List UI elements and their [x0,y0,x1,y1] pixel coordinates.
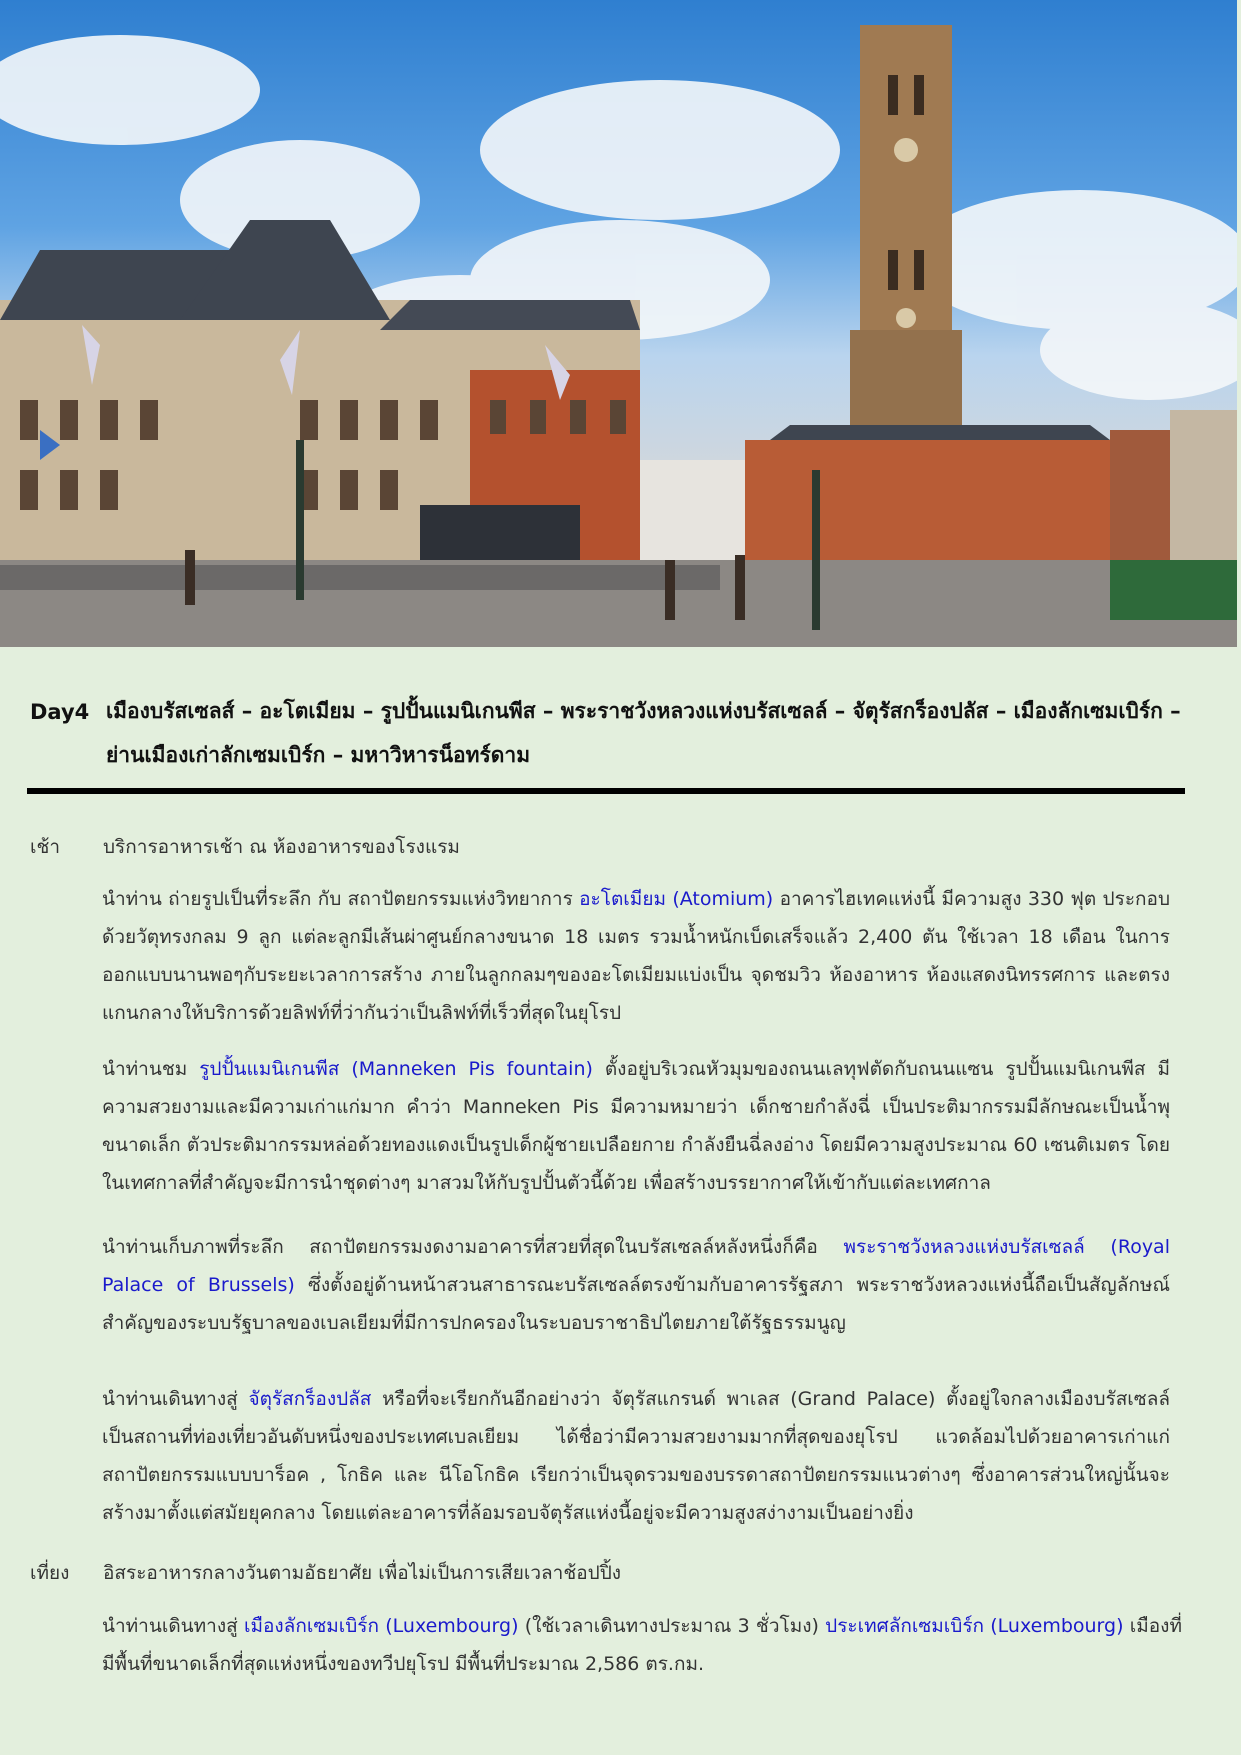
breakfast-text: บริการอาหารเช้า ณ ห้องอาหารของโรงแรม [103,836,460,858]
palace-post: ซึ่งตั้งอยู่ด้านหน้าสวนสาธารณะบรัสเซลล์ตรงข้ามกับอาคารรัฐสภา พระราชวังหลวงแห่งนี้ถือเป็นสัญลักษณ์สำคัญของระบบรัฐบาลของเบลเยียมที่มีการปกครองในระบอบราชาธิปไตยภายใต้รัฐธรรมนูญ [102,1274,1170,1334]
market-square-illustration [0,0,1237,647]
hero-photo [0,0,1237,647]
palace-pre: นำท่านเก็บภาพที่ระลึก สถาปัตยกรรมงดงามอาคารที่สวยที่สุดในบรัสเซลล์หลังหนึ่งก็คือ [102,1236,844,1258]
manneken-highlight: รูปปั้นแมนิเกนพีส (Manneken Pis fountain) [199,1058,593,1080]
luxembourg-pre: นำท่านเดินทางสู่ [102,1615,244,1637]
manneken-pre: นำท่านชม [102,1058,200,1080]
palace-highlight: พระราชวังหลวงแห่งบรัสเซลล์ (Royal Palace of Brussels) [102,1236,1170,1296]
palace-paragraph [102,1228,1170,1342]
atomium-post: อาคารไฮเทคแห่งนี้ มีความสูง 330 ฟุต ประกอบด้วยวัตุทรงกลม 9 ลูก แต่ละลูกมีเส้นผ่าศูนย์กลางขนาด 18 เมตร รวมน้ำหนักเบ็ดเสร็จแล้ว 2,400 ตัน ใช้เวลา 18 เดือน ในการออกแบบนานพอๆกับระยะเวลาการสร้าง ภายในลูกกลมๆของอะโตเมียมแบ่งเป็น จุดชมวิว ห้องอาหาร ห้องแสดงนิทรรศการ และตรงแกนกลางให้บริการด้วยลิฟท์ที่ว่ากันว่าเป็นลิฟท์ที่เร็วที่สุดในยุโรป [102,888,1171,1024]
header-divider [27,788,1185,794]
luxembourg-city-highlight: เมืองลักเซมเบิร์ก (Luxembourg) [243,1615,519,1637]
atomium-pre: นำท่าน ถ่ายรูปเป็นที่ระลึก กับ สถาปัตยกรรมแห่งวิทยาการ [102,888,580,910]
breakfast-label: เช้า [30,836,61,858]
grandplace-highlight: จัตุรัสกร็องปลัส [248,1388,372,1410]
manneken-post: ตั้งอยู่บริเวณหัวมุมของถนนเลทุฟตัดกับถนนแซน รูปปั้นแมนิเกนพีส มีความสวยงามและมีความเก่าแก่มาก คำว่า Manneken Pis มีความหมายว่า เด็กชายกำลังฉี่ เป็นประติมากรรมมีลักษณะเป็นน้ำพุขนาดเล็ก ตัวประติมากรรมหล่อด้วยทองแดงเป็นรูปเด็กผู้ชายเปลือยกาย กำลังยืนฉี่ลงอ่าง โดยมีความสูงประมาณ 60 เซนติเมตร โดยในเทศกาลที่สำคัญจะมีการนำชุดต่างๆ มาสวมให้กับรูปปั้นตัวนี้ด้วย เพื่อสร้างบรรยากาศให้เข้ากับแต่ละเทศกาล [102,1058,1170,1194]
manneken-paragraph [102,1050,1170,1202]
luxembourg-mid: (ใช้เวลาเดินทางประมาณ 3 ชั่วโมง) [518,1615,826,1637]
day-label: Day4 [30,700,90,724]
grandplace-pre: นำท่านเดินทางสู่ [102,1388,249,1410]
atomium-paragraph [102,880,1170,1032]
grandplace-paragraph [102,1380,1170,1532]
lunch-text: อิสระอาหารกลางวันตามอัธยาศัย เพื่อไม่เป็นการเสียเวลาช้อปปิ้ง [103,1562,622,1584]
day-title: เมืองบรัสเซลส์ – อะโตเมียม – รูปปั้นแมนิเกนพีส – พระราชวังหลวงแห่งบรัสเซลล์ – จัตุรัสกร็องปลัส – เมืองลักเซมเบิร์ก – ย่านเมืองเก่าลักเซมเบิร์ก – มหาวิหารน็อทร์ดาม [106,699,1181,767]
atomium-highlight: อะโตเมียม (Atomium) [579,888,774,910]
luxembourg-paragraph [102,1607,1182,1683]
luxembourg-post: เมืองที่มีพื้นที่ขนาดเล็กที่สุดแห่งหนึ่งของทวีปยุโรป มีพื้นที่ประมาณ 2,586 ตร.กม. [102,1615,1182,1675]
luxembourg-country-highlight: ประเทศลักเซมเบิร์ก (Luxembourg) [825,1615,1124,1637]
lunch-label: เที่ยง [30,1562,70,1584]
grandplace-post: หรือที่จะเรียกกันอีกอย่างว่า จัตุรัสแกรนด์ พาเลส (Grand Palace) ตั้งอยู่ใจกลางเมืองบรัสเซลล์ เป็นสถานที่ท่องเที่ยวอันดับหนึ่งของประเทศเบลเยียม ได้ชื่อว่ามีความสวยงามมากที่สุดของยุโรป แวดล้อมไปด้วยอาคารเก่าแก่ สถาปัตยกรรมแบบบาร็อค , โกธิค และ นีโอโกธิค เรียกว่าเป็นจุดรวมของบรรดาสถาปัตยกรรมแนวต่างๆ ซึ่งอาคารส่วนใหญ่นั้นจะสร้างมาตั้งแต่สมัยยุคกลาง โดยแต่ละอาคารที่ล้อมรอบจัตุรัสแห่งนี้อยู่จะมีความสูงสง่างามเป็นอย่างยิ่ง [102,1388,1170,1524]
